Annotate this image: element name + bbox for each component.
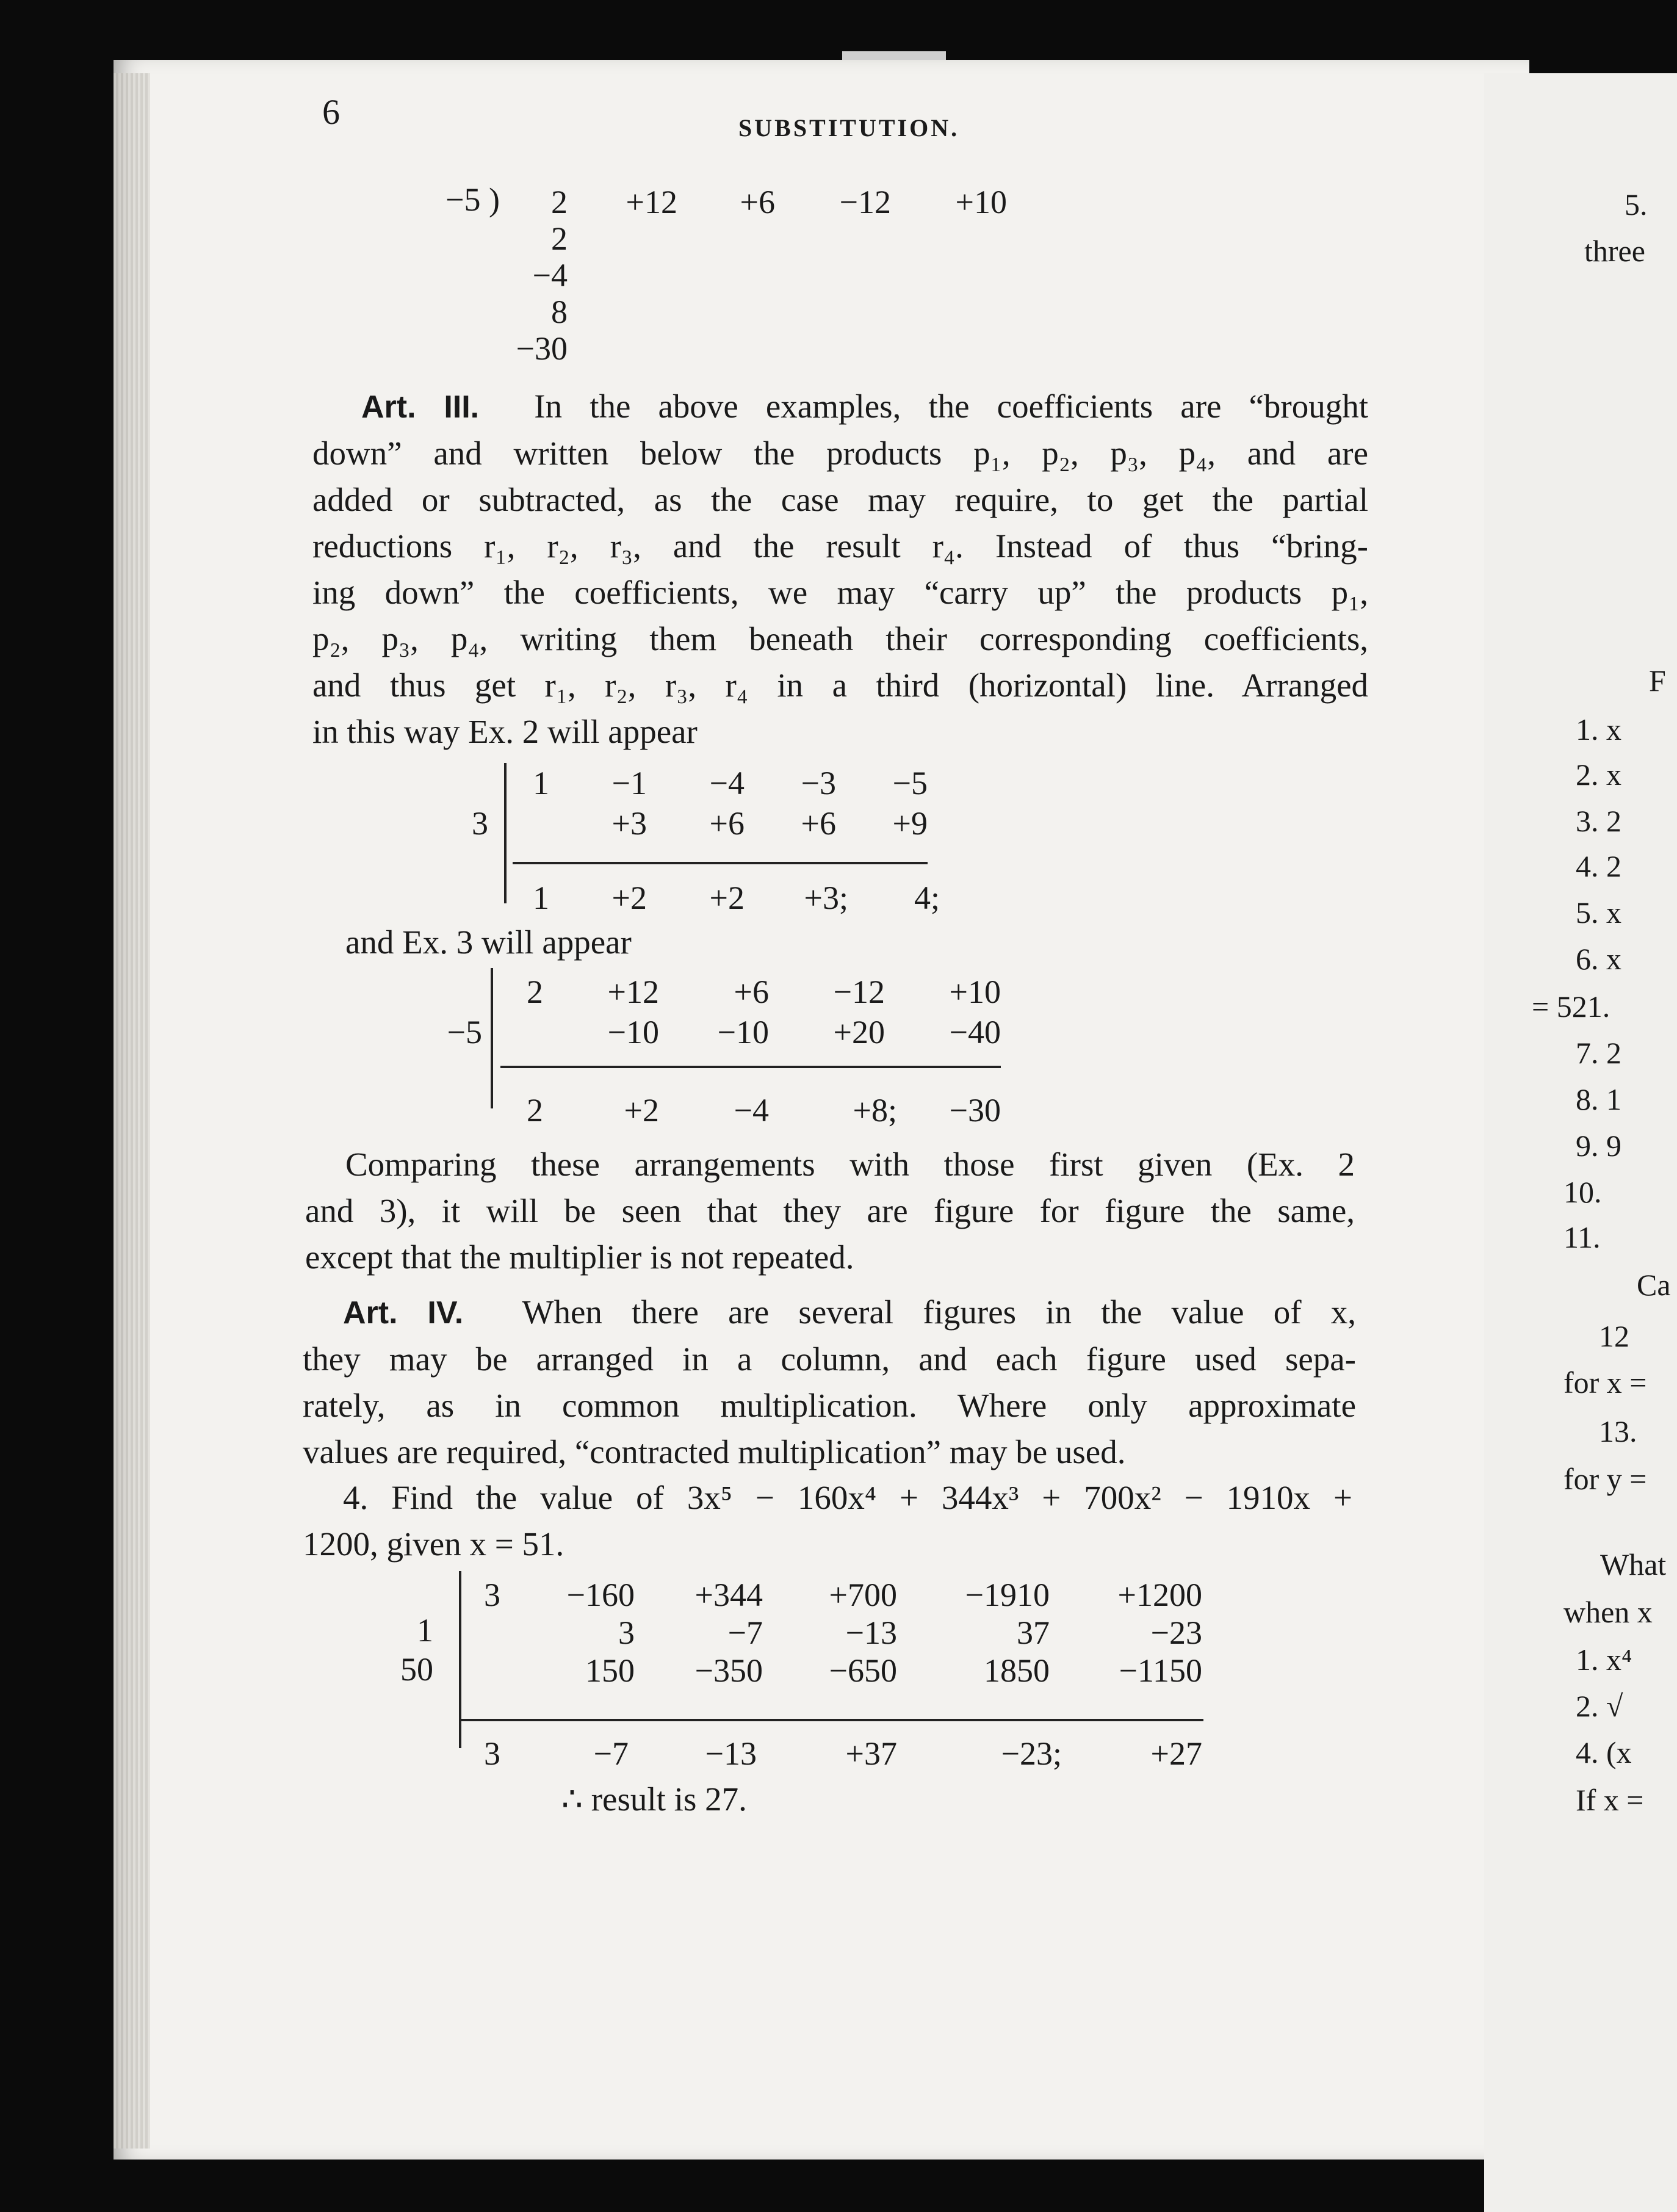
art3-line: ing down” the coefficients, we may “carry up” the products p₁, <box>312 574 1368 611</box>
ex4-multiplier: 1 <box>417 1612 433 1649</box>
ex3t-cell: +12 <box>607 974 659 1010</box>
next-line: 4. (x <box>1576 1735 1632 1769</box>
ex2-cell: 1 <box>533 765 549 801</box>
ex4-cell: −1150 <box>1119 1652 1202 1689</box>
next-line: for y = <box>1563 1462 1647 1496</box>
result-line: ∴ result is 27. <box>561 1780 747 1818</box>
ex4-cell: −13 <box>705 1735 757 1772</box>
next-line: 8. 1 <box>1576 1082 1621 1116</box>
ex3-cell: +12 <box>626 184 677 220</box>
ex3-vertical-rule <box>491 968 493 1108</box>
ex4-cell: −350 <box>694 1652 763 1689</box>
ex3t-cell: −40 <box>949 1014 1001 1050</box>
ex3t-cell: −12 <box>833 974 885 1010</box>
art3-line: down” and written below the products p₁, p₂, p₃, p₄, and are <box>312 435 1368 472</box>
comparing-line: except that the multiplier is not repeated. <box>305 1238 854 1276</box>
next-line: 5. x <box>1576 895 1621 930</box>
page-edge <box>114 73 150 2149</box>
ex4-vertical-rule <box>459 1571 461 1748</box>
ex2-cell: +2 <box>709 880 745 916</box>
next-line: 2. x <box>1576 757 1621 792</box>
next-line: 10. <box>1563 1175 1602 1209</box>
ex2-cell: +2 <box>611 880 647 916</box>
problem4-line: 4. Find the value of 3x⁵ − 160x⁴ + 344x³ + 700x² − 1910x + <box>343 1479 1352 1516</box>
ex4-cell: 3 <box>484 1577 500 1613</box>
ex2-cell: −3 <box>801 765 836 801</box>
problem4-paragraph <box>303 1475 1352 1567</box>
next-line: when x <box>1563 1595 1653 1629</box>
ex3-col-cell: 8 <box>551 294 568 330</box>
ex4-cell: −650 <box>829 1652 897 1689</box>
next-line: 1. x⁴ <box>1576 1643 1632 1677</box>
ex3t-cell: −4 <box>734 1092 769 1129</box>
ex4-cell: 37 <box>1017 1614 1050 1651</box>
ex4-cell: +1200 <box>1117 1577 1202 1613</box>
ex3-col-cell: −30 <box>516 330 568 367</box>
ex3t-cell: −10 <box>607 1014 659 1050</box>
ex2-vertical-rule <box>504 763 507 903</box>
ex3t-cell: 2 <box>527 1092 543 1129</box>
art4-heading: Art. IV. <box>343 1295 464 1331</box>
art3-heading: Art. III. <box>361 389 480 425</box>
ex4-cell: +700 <box>829 1577 897 1613</box>
ex3t-cell: +10 <box>949 974 1001 1010</box>
next-line: F <box>1649 663 1666 698</box>
art3-line: p₂, p₃, p₄, writing them beneath their corresponding coefficients, <box>312 620 1368 657</box>
ex4-cell: −23; <box>1001 1735 1062 1772</box>
art3-line: added or subtracted, as the case may require, to get the partial <box>312 481 1368 518</box>
ex2-horizontal-rule <box>513 862 928 864</box>
ex4-cell: −7 <box>727 1614 763 1651</box>
art4-line: they may be arranged in a column, and each figure used sepa- <box>303 1340 1356 1378</box>
ex3-horizontal-rule <box>500 1066 1001 1068</box>
ex4-horizontal-rule <box>459 1719 1203 1721</box>
comparing-line: and 3), it will be seen that they are figure for figure the same, <box>305 1192 1355 1229</box>
ex3-cell: +10 <box>955 184 1007 220</box>
next-line: 5. <box>1625 187 1648 222</box>
ex2-cell: +3; <box>804 880 848 916</box>
ex3-divisor: −5 ) <box>445 181 500 218</box>
ex4-cell: −7 <box>593 1735 629 1772</box>
next-line: 9. 9 <box>1576 1129 1621 1163</box>
ex3t-cell: −30 <box>949 1092 1001 1129</box>
next-line: 1. x <box>1576 712 1621 746</box>
ex3-multiplier: −5 <box>447 1014 482 1050</box>
ex2-cell: +6 <box>801 805 836 842</box>
ex3-col-cell: 2 <box>551 220 568 257</box>
next-line: What <box>1600 1547 1667 1581</box>
ex4-cell: 150 <box>585 1652 635 1689</box>
ex4-cell: +344 <box>694 1577 763 1613</box>
ex4-cell: −23 <box>1150 1614 1202 1651</box>
ex3t-cell: +6 <box>734 974 769 1010</box>
next-line: 13. <box>1599 1414 1637 1448</box>
next-line: 12 <box>1599 1319 1629 1353</box>
next-line: three <box>1584 234 1645 268</box>
problem4-line: 1200, given x = 51. <box>303 1525 564 1563</box>
ex2-cell: 4; <box>914 880 940 916</box>
ex4-cell: 3 <box>618 1614 635 1651</box>
art3-line: reductions r₁, r₂, r₃, and the result r₄. Instead of thus “bring- <box>312 527 1368 565</box>
comparing-line: Comparing these arrangements with those first given (Ex. 2 <box>345 1146 1355 1183</box>
ex3-intro: and Ex. 3 will appear <box>345 923 632 961</box>
art4-line: values are required, “contracted multiplication” may be used. <box>303 1433 1126 1470</box>
next-page <box>1484 73 1677 2212</box>
ex3-cell: 2 <box>551 184 568 220</box>
ex3-col-cell: −4 <box>532 257 568 294</box>
next-line: 7. 2 <box>1576 1036 1621 1070</box>
art3-line: In the above examples, the coefficients are “brought <box>534 388 1369 425</box>
next-line: 6. x <box>1576 942 1621 976</box>
ex2-multiplier: 3 <box>472 805 488 842</box>
ex2-cell: −1 <box>611 765 647 801</box>
ex2-cell: +9 <box>892 805 928 842</box>
ex4-cell: +37 <box>845 1735 897 1772</box>
ex3t-cell: −10 <box>717 1014 769 1050</box>
art4-paragraph <box>303 1289 1356 1475</box>
next-line: If x = <box>1576 1783 1644 1817</box>
ex2-cell: −4 <box>709 765 745 801</box>
next-line: 3. 2 <box>1576 804 1621 838</box>
ex4-multiplier: 50 <box>400 1651 433 1688</box>
page-number: 6 <box>322 92 340 132</box>
art4-line: rately, as in common multiplication. Where only approximate <box>303 1387 1356 1424</box>
ex4-cell: 3 <box>484 1735 500 1772</box>
next-line: = 521. <box>1532 989 1610 1024</box>
comparing-paragraph <box>305 1141 1355 1281</box>
ex4-cell: −160 <box>566 1577 635 1613</box>
running-head: SUBSTITUTION. <box>738 114 960 142</box>
ex3t-cell: +20 <box>833 1014 885 1050</box>
ex2-cell: +6 <box>709 805 745 842</box>
ex3t-cell: +2 <box>624 1092 659 1129</box>
ex3t-cell: +8; <box>853 1092 897 1129</box>
art3-paragraph <box>312 383 1368 755</box>
ex4-cell: −13 <box>845 1614 897 1651</box>
art4-line: When there are several figures in the value of x, <box>522 1293 1356 1331</box>
ex2-cell: 1 <box>533 880 549 916</box>
next-line: 2. √ <box>1576 1689 1623 1723</box>
next-line: 11. <box>1563 1220 1601 1254</box>
next-line: 4. 2 <box>1576 849 1621 883</box>
next-line: for x = <box>1563 1365 1647 1400</box>
ex2-cell: −5 <box>892 765 928 801</box>
ex3-cell: −12 <box>839 184 891 220</box>
art3-line: in this way Ex. 2 will appear <box>312 713 698 750</box>
ex2-cell: +3 <box>611 805 647 842</box>
ex3t-cell: 2 <box>527 974 543 1010</box>
ex3-cell: +6 <box>740 184 775 220</box>
next-line: Ca <box>1637 1268 1671 1302</box>
ex4-cell: −1910 <box>965 1577 1050 1613</box>
ex4-cell: 1850 <box>984 1652 1050 1689</box>
ex4-cell: +27 <box>1150 1735 1202 1772</box>
art3-line: and thus get r₁, r₂, r₃, r₄ in a third (horizontal) line. Arranged <box>312 667 1368 704</box>
